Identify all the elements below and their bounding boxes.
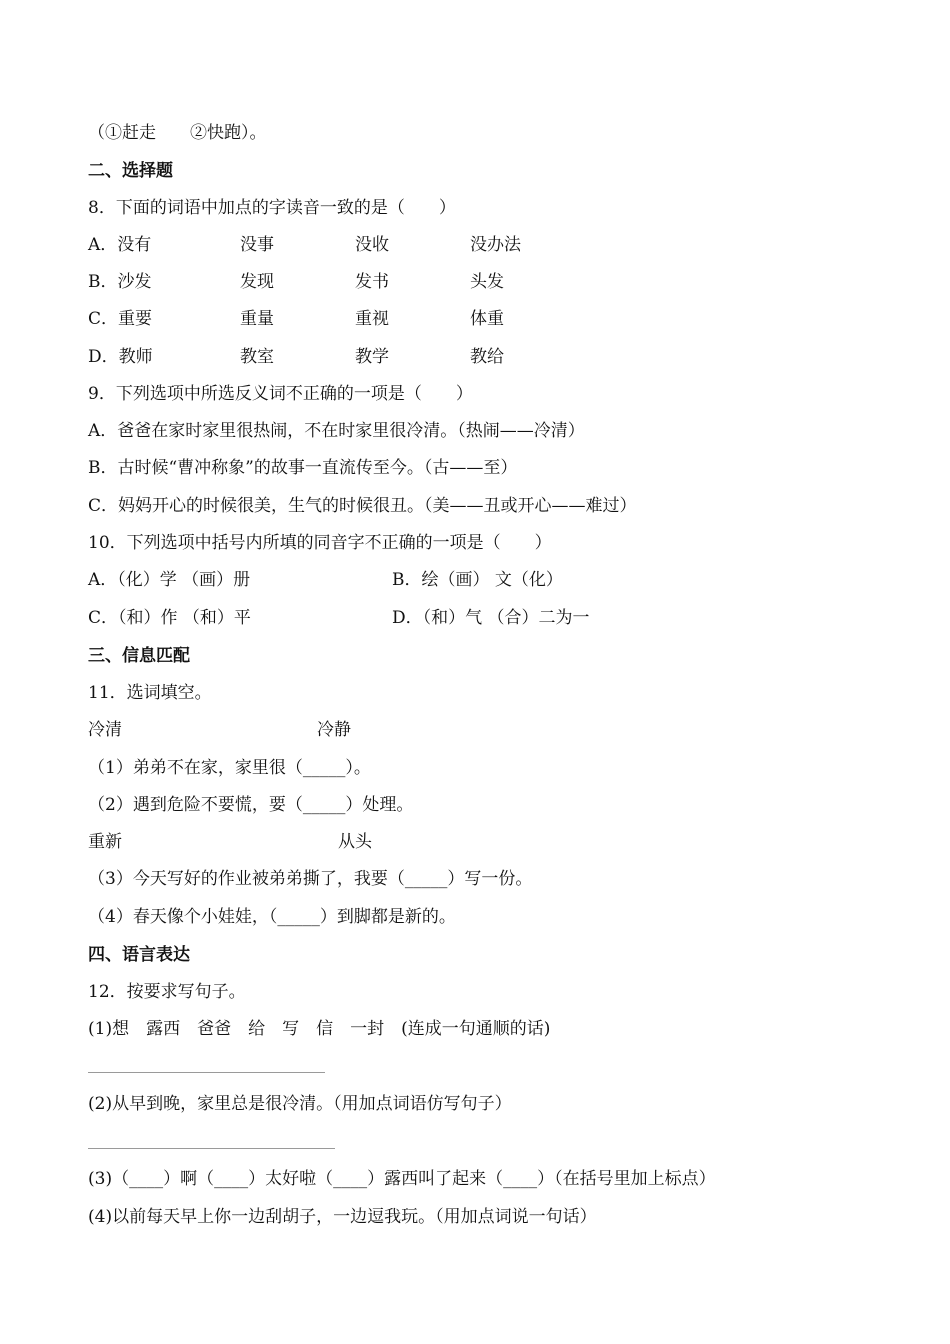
- q10-option-d: D．（和）气 （合）二为一: [392, 608, 590, 628]
- q8-option-c-word-2: 重量: [240, 309, 274, 329]
- q10-option-b: B．绘（画） 文（化）: [392, 570, 563, 590]
- q8-option-c-word-1: C．重要: [88, 309, 153, 329]
- q12-stem: 12．按要求写句子。: [88, 982, 246, 1002]
- q8-option-a-word-1: A．没有: [88, 235, 152, 255]
- q11-word-choice-4: 从头: [338, 832, 372, 852]
- q8-option-a-word-4: 没办法: [470, 235, 521, 255]
- q9-option-a: A．爸爸在家时家里很热闹，不在时家里很冷清。（热闹——冷清）: [88, 421, 585, 441]
- q11-sentence-3: （3）今天写好的作业被弟弟撕了，我要（_____）写一份。: [88, 869, 533, 889]
- q11-word-choice-3: 重新: [88, 832, 122, 852]
- q8-option-b-word-4: 头发: [470, 272, 504, 292]
- q11-sentence-1: （1）弟弟不在家，家里很（_____）。: [88, 758, 371, 778]
- q8-option-b-word-3: 发书: [355, 272, 389, 292]
- q9-option-c: C．妈妈开心的时候很美，生气的时候很丑。（美——丑或开心——难过）: [88, 496, 637, 516]
- line-previous-answer: （①赶走 ②快跑）。: [88, 123, 267, 143]
- q12-part-3: (3)（____）啊（____）太好啦（____）露西叫了起来（____）（在括号里加上标点）: [88, 1169, 716, 1189]
- q10-option-c: C．（和）作 （和）平: [88, 608, 251, 628]
- q11-sentence-2: （2）遇到危险不要慌，要（_____）处理。: [88, 795, 414, 815]
- q8-option-d-word-4: 教给: [470, 347, 504, 367]
- q8-option-b-word-1: B．沙发: [88, 272, 152, 292]
- section-heading-matching: 三、信息匹配: [88, 646, 190, 666]
- answer-line-2: [88, 1148, 335, 1149]
- q12-part-4: (4)以前每天早上你一边刮胡子，一边逗我玩。（用加点词说一句话）: [88, 1207, 597, 1227]
- q11-stem: 11．选词填空。: [88, 683, 212, 703]
- q8-option-c-word-4: 体重: [470, 309, 504, 329]
- q8-option-d-word-3: 教学: [355, 347, 389, 367]
- q8-stem: 8．下面的词语中加点的字读音一致的是（ ）: [88, 198, 456, 218]
- q8-option-a-word-2: 没事: [240, 235, 274, 255]
- q12-part-1: (1)想 露西 爸爸 给 写 信 一封 (连成一句通顺的话): [88, 1019, 551, 1039]
- q11-word-choice-1: 冷清: [88, 720, 122, 740]
- q11-sentence-4: （4）春天像个小娃娃，（_____）到脚都是新的。: [88, 907, 456, 927]
- q8-option-d-word-2: 教室: [240, 347, 274, 367]
- answer-line-1: [88, 1072, 325, 1073]
- q12-part-2: (2)从早到晚，家里总是很冷清。（用加点词语仿写句子）: [88, 1094, 512, 1114]
- q8-option-b-word-2: 发现: [240, 272, 274, 292]
- section-heading-choice: 二、选择题: [88, 161, 173, 181]
- q10-stem: 10．下列选项中括号内所填的同音字不正确的一项是（ ）: [88, 533, 552, 553]
- section-heading-expression: 四、语言表达: [88, 945, 190, 965]
- q8-option-d-word-1: D．教师: [88, 347, 153, 367]
- q8-option-c-word-3: 重视: [355, 309, 389, 329]
- q9-option-b: B．古时候“曹冲称象”的故事一直流传至今。（古——至）: [88, 458, 518, 478]
- q10-option-a: A．（化）学 （画）册: [88, 570, 251, 590]
- q11-word-choice-2: 冷静: [317, 720, 351, 740]
- q9-stem: 9．下列选项中所选反义词不正确的一项是（ ）: [88, 384, 473, 404]
- q8-option-a-word-3: 没收: [355, 235, 389, 255]
